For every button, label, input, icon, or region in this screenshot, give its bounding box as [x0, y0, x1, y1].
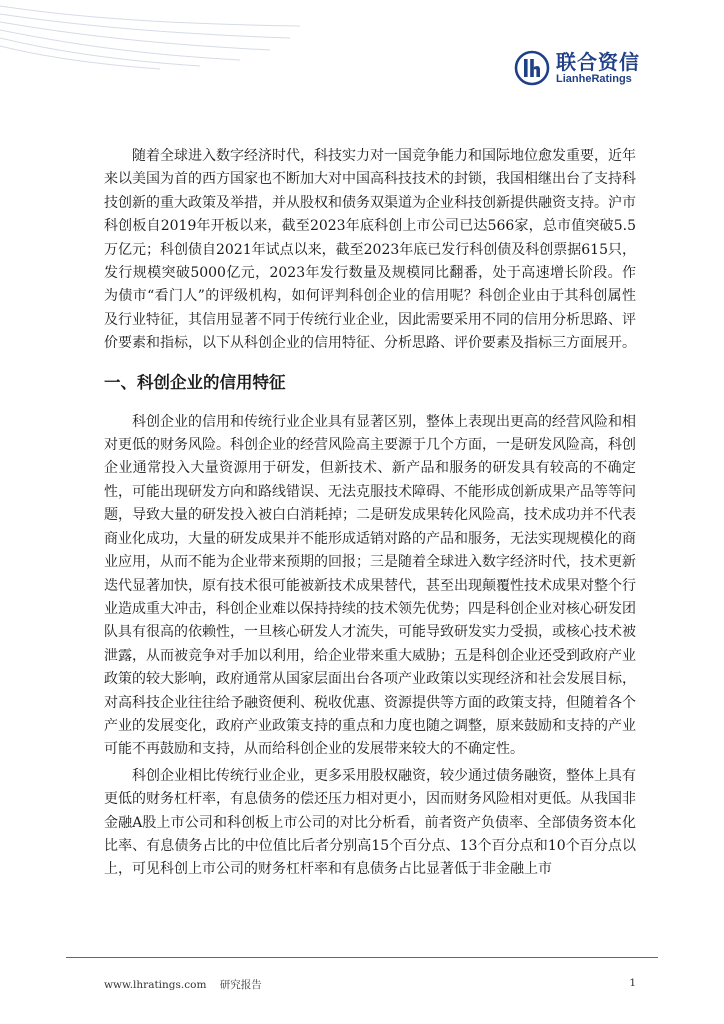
section-heading: 一、科创企业的信用特征: [104, 372, 286, 392]
footer-website-link[interactable]: www.lhratings.com: [104, 979, 207, 991]
main-content: [104, 145, 636, 882]
footer-left: [104, 977, 262, 992]
logo-mark-icon: [514, 50, 550, 86]
logo-name-en: LianheRatings: [556, 72, 632, 85]
intro-paragraph: 随着全球进入数字经济时代，科技实力对一国竞争能力和国际地位愈发重要，近年来以美国为首的西方国家也不断加大对中国高科技技术的封锁，我国相继出台了支持科技创新的重大政策及举措，并从股权和债务双渠道为企业科技创新提供融资支持。沪市科创板自2019年开板以来，截至2023年底科创上市公司已达566家，总市值突破5.5万亿元；科创债自2021年试点以来，截至2023年底已发行科创债及科创票据615只，发行规模突破5000亿元，2023年发行数量及规模同比翻番，处于高速增长阶段。作为债市“看门人”的评级机构，如何评判科创企业的信用呢？科创企业由于其科创属性及行业特征，其信用显著不同于传统行业企业，因此需要采用不同的信用分析思路、评价要素和指标，以下从科创企业的信用特征、分析思路、评价要素及指标三方面展开。: [104, 148, 636, 352]
footer-divider: [66, 957, 658, 958]
logo-name-cn: 联合资信: [556, 49, 640, 74]
body-paragraph: 科创企业的信用和传统行业企业具有显著区别，整体上表现出更高的经营风险和相对更低的财务风险。科创企业的经营风险高主要源于几个方面，一是研发风险高，科创企业通常投入大量资源用于研发，但新技术、新产品和服务的研发具有较高的不确定性，可能出现研发方向和路线错误、无法克服技术障碍、不能形成创新成果产品等等问题，导致大量的研发投入被白白消耗掉；二是研发成果转化风险高，技术成功并不代表商业化成功，大量的研发成果并不能形成适销对路的产品和服务，无法实现规模化的商业应用，从而不能为企业带来预期的回报；三是随着全球进入数字经济时代，技术更新迭代显著加快，原有技术很可能被新技术成果替代，甚至出现颠覆性技术成果对整个行业造成重大冲击，科创企业难以保持持续的技术领先优势；四是科创企业对核心研发团队具有很高的依赖性，一旦核心研发人才流失，可能导致研发实力受损，或核心技术被泄露，从而被竞争对手加以利用，给企业带来重大威胁；五是科创企业还受到政府产业政策的较大影响，政府通常从国家层面出台各项产业政策以实现经济和社会发展目标，对高科技企业往往给予融资便利、税收优惠、资源提供等方面的政策支持，但随着各个产业的发展变化，政府产业政策支持的重点和力度也随之调整，原来鼓励和支持的产业可能不再鼓励和支持，从而给科创企业的发展带来较大的不确定性。: [104, 413, 636, 758]
body-paragraph: 科创企业相比传统行业企业，更多采用股权融资，较少通过债务融资，整体上具有更低的财务杠杆率，有息债务的偿还压力相对更小，因而财务风险相对更低。从我国非金融A股上市公司和科创板上市公司的对比分析看，前者资产负债率、全部债务资本化比率、有息债务占比的中位值比后者分别高15个百分点、13个百分点和10个百分点以上，可见科创上市公司的财务杠杆率和有息债务占比显著低于非金融上市: [104, 767, 636, 878]
lianhe-ratings-logo: [514, 50, 640, 86]
corner-decoration: [0, 0, 300, 70]
footer-report-type: 研究报告: [219, 979, 262, 991]
page-number: 1: [629, 977, 636, 989]
